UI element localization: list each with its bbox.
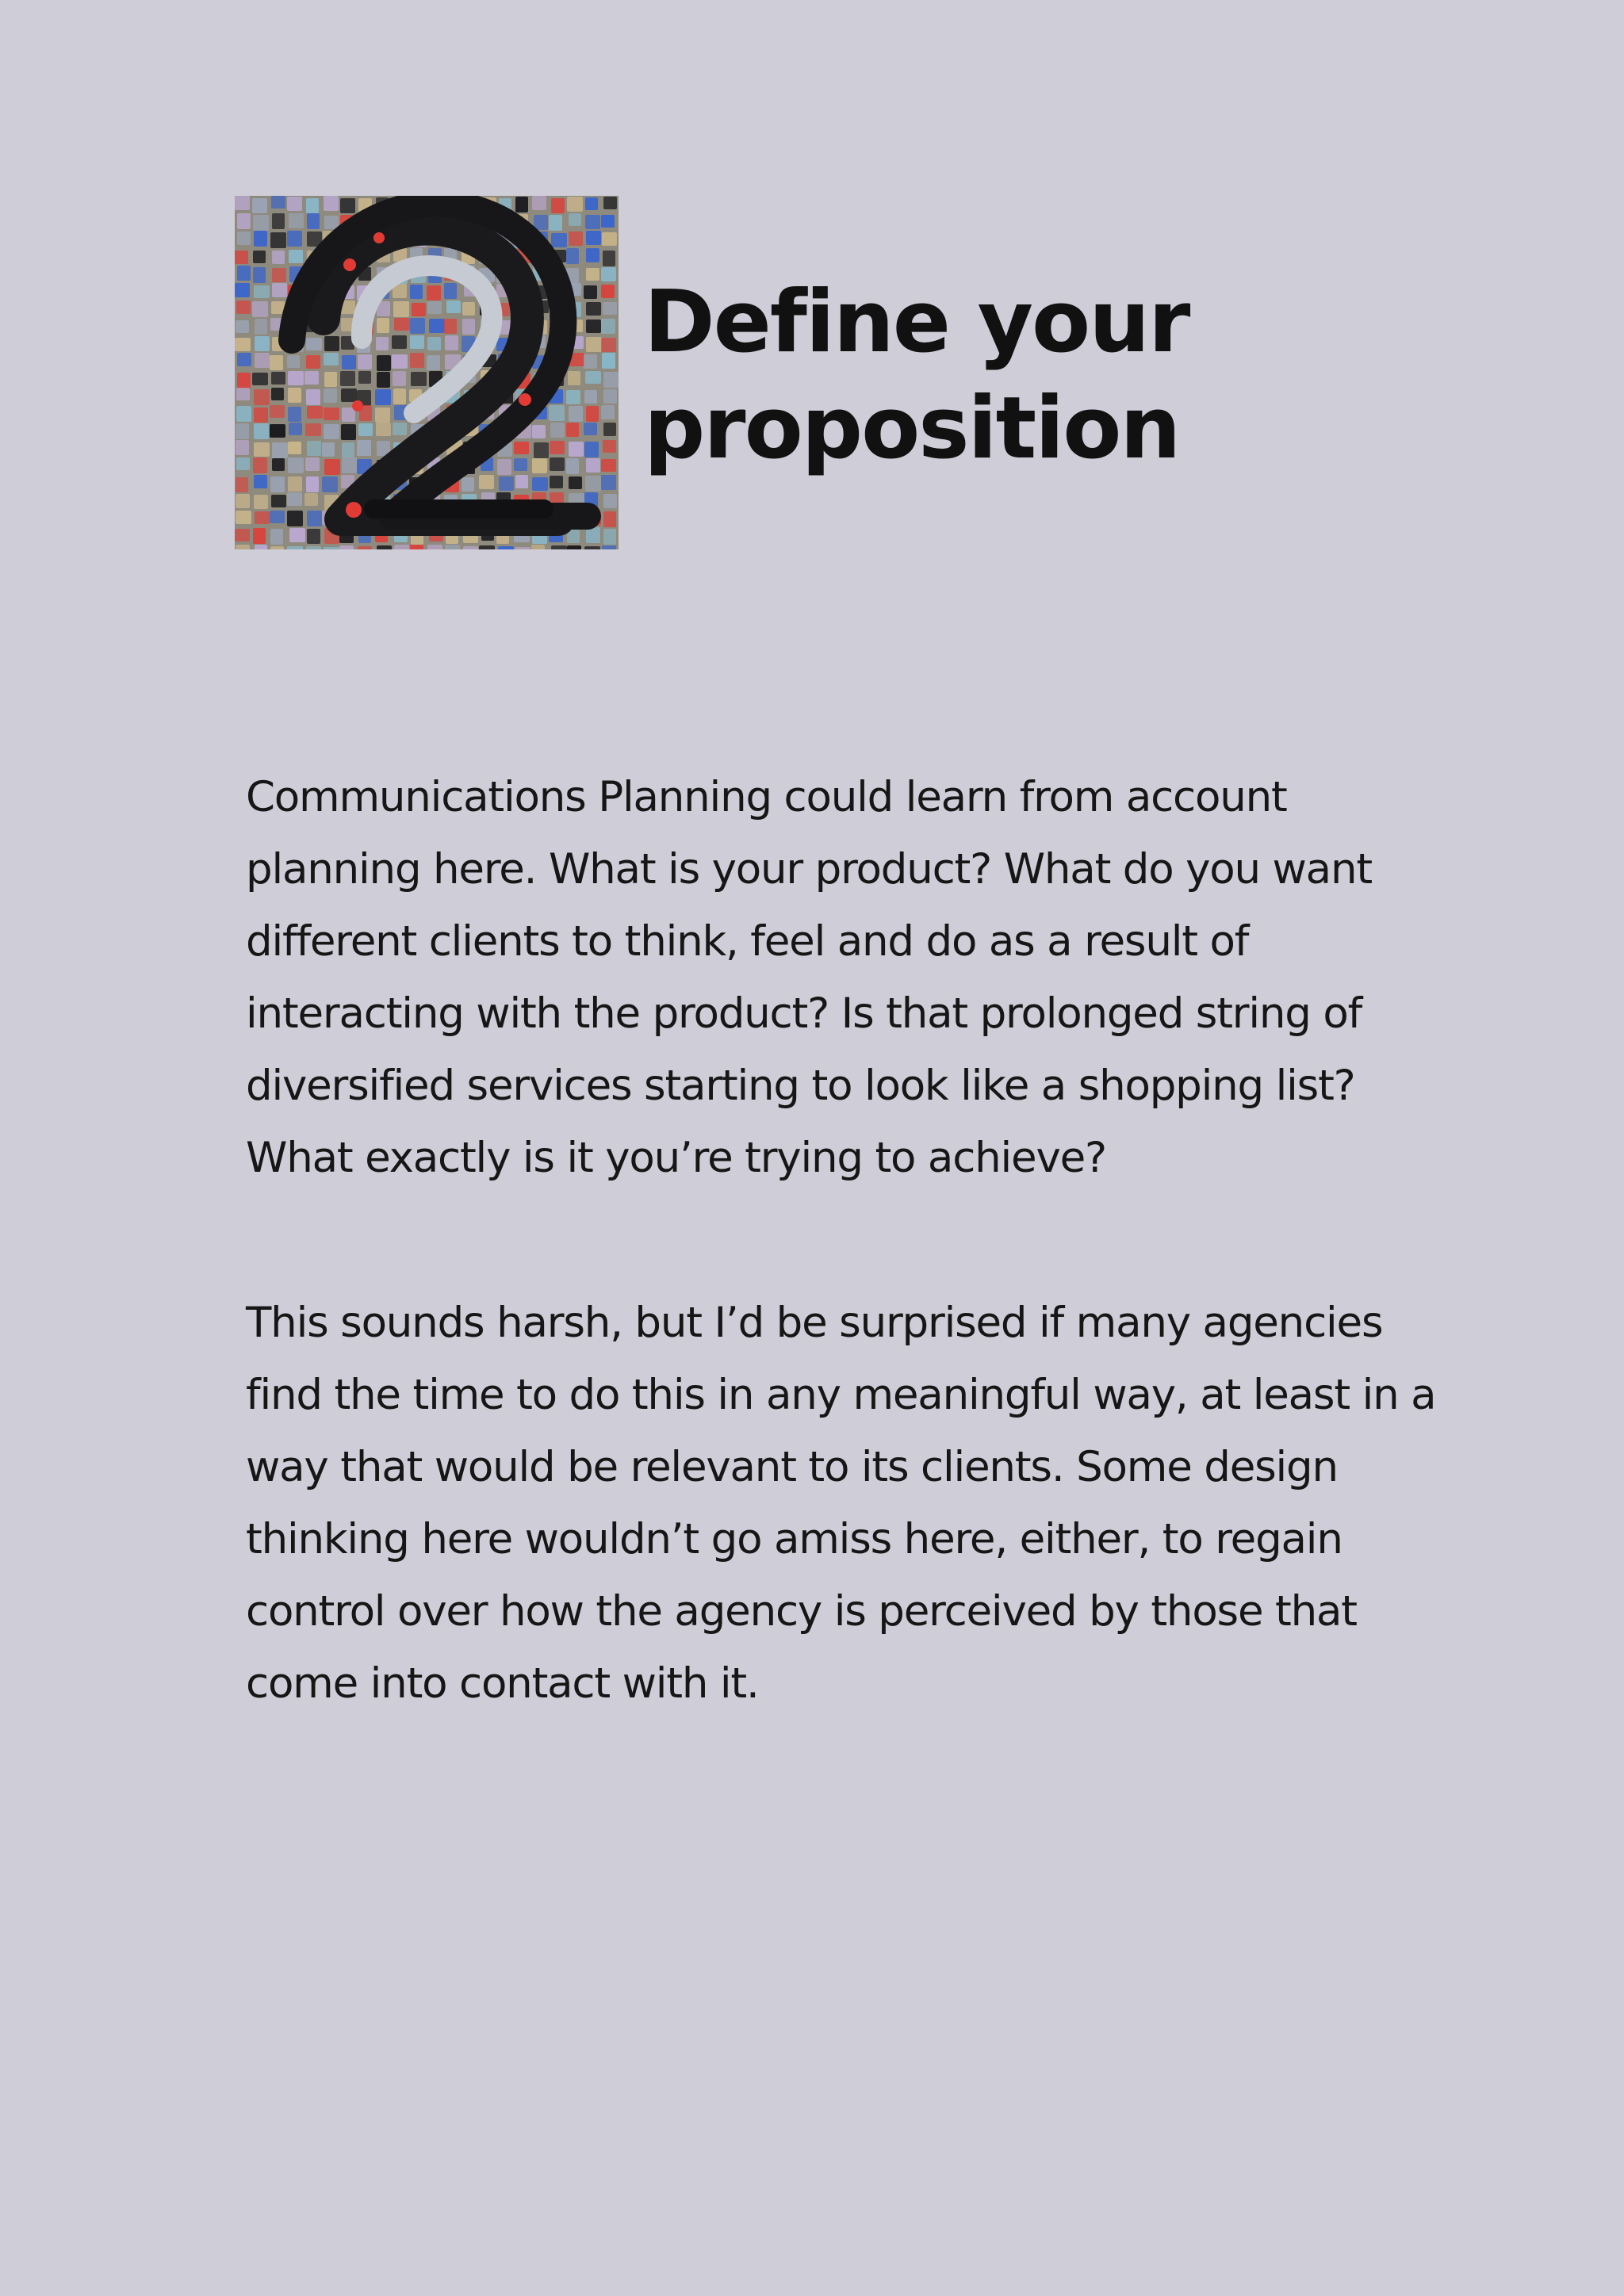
mosaic-tile xyxy=(237,353,251,366)
mosaic-tile xyxy=(287,355,300,368)
mosaic-tile xyxy=(462,319,475,335)
mosaic-tile xyxy=(288,371,304,385)
mosaic-tile xyxy=(444,319,457,334)
mosaic-tile xyxy=(393,371,406,386)
mosaic-tile xyxy=(601,459,616,472)
mosaic-tile xyxy=(305,457,320,471)
mosaic-tile xyxy=(235,338,251,351)
mosaic-tile xyxy=(289,423,302,435)
mosaic-tile xyxy=(515,475,528,488)
mosaic-tile xyxy=(237,213,251,229)
mosaic-tile xyxy=(445,545,460,549)
mosaic-tile xyxy=(515,197,528,212)
mosaic-tile xyxy=(236,406,251,422)
mosaic-tile xyxy=(462,302,475,316)
mosaic-tile xyxy=(324,547,339,549)
mosaic-tile xyxy=(445,335,458,350)
mosaic-tile xyxy=(603,197,617,209)
mosaic-tile xyxy=(479,545,495,549)
mosaic-tile xyxy=(272,283,287,297)
mosaic-tile xyxy=(601,405,615,419)
mosaic-tile xyxy=(324,353,339,365)
mosaic-tile xyxy=(586,302,601,316)
mosaic-tile xyxy=(271,495,286,507)
mosaic-tile xyxy=(602,353,615,369)
mosaic-tile xyxy=(603,494,617,508)
mosaic-tile xyxy=(307,441,321,456)
mosaic-tile xyxy=(603,251,615,266)
mosaic-tile xyxy=(324,196,339,211)
mosaic-tile xyxy=(601,338,616,352)
mosaic-tile xyxy=(236,300,251,314)
mosaic-tile xyxy=(253,215,269,231)
mosaic-tile xyxy=(235,196,250,210)
mosaic-tile xyxy=(601,285,615,298)
mosaic-tile xyxy=(254,495,268,509)
mosaic-tile xyxy=(601,267,616,281)
mosaic-tile xyxy=(602,545,616,549)
mosaic-tile xyxy=(551,233,567,247)
mosaic-tile xyxy=(287,546,303,549)
mosaic-tile xyxy=(287,511,303,526)
mosaic-tile xyxy=(307,213,320,229)
mosaic-tile xyxy=(307,406,323,419)
mosaic-tile xyxy=(393,388,406,404)
mosaic-tile xyxy=(603,423,616,436)
mosaic-tile xyxy=(392,335,407,349)
mosaic-tile xyxy=(584,442,599,457)
mosaic-tile xyxy=(393,301,409,317)
mosaic-tile xyxy=(569,406,583,422)
mosaic-tile xyxy=(569,442,584,457)
mosaic-tile xyxy=(551,198,565,213)
mosaic-tile xyxy=(376,337,389,350)
mosaic-tile xyxy=(236,423,249,439)
mosaic-tile xyxy=(427,285,441,300)
mosaic-tile xyxy=(534,215,548,230)
mosaic-tile xyxy=(585,476,601,492)
mosaic-tile xyxy=(603,529,616,545)
mosaic-tile xyxy=(603,511,616,527)
mosaic-tile xyxy=(235,251,248,264)
mosaic-tile xyxy=(586,458,600,473)
mosaic-tile xyxy=(324,459,340,475)
mosaic-tile xyxy=(534,442,549,458)
mosaic-tile xyxy=(341,424,356,440)
mosaic-tile xyxy=(410,318,425,334)
mosaic-tile xyxy=(339,545,354,549)
mosaic-tile xyxy=(427,337,441,350)
mosaic-tile xyxy=(603,440,616,453)
mosaic-tile xyxy=(270,424,285,438)
mosaic-tile xyxy=(462,477,474,492)
mosaic-tile xyxy=(601,475,616,490)
mosaic-tile xyxy=(601,215,615,228)
mosaic-tile xyxy=(272,268,286,282)
mosaic-tile xyxy=(288,476,302,492)
mosaic-tile xyxy=(254,231,267,247)
mosaic-tile xyxy=(324,408,339,420)
mosaic-tile xyxy=(602,232,617,246)
mosaic-tile xyxy=(255,319,267,335)
mosaic-tile xyxy=(532,477,548,491)
mosaic-tile xyxy=(270,476,285,492)
mosaic-tile xyxy=(272,251,285,264)
mosaic-tile xyxy=(270,232,286,248)
mosaic-tile xyxy=(287,197,302,211)
mosaic-tile xyxy=(584,354,597,369)
mosaic-tile xyxy=(253,457,267,473)
mosaic-tile xyxy=(271,372,285,385)
mosaic-tile xyxy=(272,442,288,458)
mosaic-tile xyxy=(586,268,599,281)
mosaic-tile xyxy=(394,318,410,331)
mosaic-tile xyxy=(271,196,285,209)
mosaic-tile xyxy=(270,529,283,545)
mosaic-tile xyxy=(376,423,391,436)
mosaic-tile xyxy=(324,388,337,403)
mosaic-tile xyxy=(272,213,285,229)
mosaic-tile xyxy=(324,216,339,229)
mosaic-tile xyxy=(569,476,582,489)
mosaic-tile xyxy=(253,251,266,263)
mosaic-tile xyxy=(549,405,565,421)
mosaic-tile xyxy=(340,371,355,386)
mosaic-tile xyxy=(427,301,442,314)
mosaic-tile xyxy=(237,373,251,388)
mosaic-tile xyxy=(307,529,320,544)
mosaic-tile xyxy=(393,423,407,435)
mosaic-tile xyxy=(532,458,547,473)
mosaic-tile xyxy=(551,545,567,549)
mosaic-tile xyxy=(288,388,301,403)
mosaic-tile xyxy=(549,215,562,231)
mosaic-tile xyxy=(550,441,565,454)
mosaic-tile xyxy=(584,423,597,435)
mosaic-tile xyxy=(358,546,372,549)
mosaic-tile xyxy=(603,372,619,388)
mosaic-tile xyxy=(342,442,354,457)
mosaic-tile xyxy=(532,425,546,438)
mosaic-number-2-image xyxy=(235,196,619,549)
mosaic-tile xyxy=(584,390,597,404)
mosaic-tile xyxy=(375,408,390,423)
mosaic-tile xyxy=(532,196,546,210)
mosaic-tile xyxy=(340,198,355,213)
mosaic-tile xyxy=(358,354,372,369)
mosaic-tile xyxy=(236,440,249,455)
mosaic-tile xyxy=(287,231,302,247)
mosaic-tile xyxy=(304,493,318,506)
mosaic-tile xyxy=(305,423,321,436)
mosaic-tile xyxy=(358,371,371,384)
mosaic-tile xyxy=(255,511,270,524)
mosaic-tile xyxy=(586,248,599,262)
mosaic-tile xyxy=(289,213,304,228)
mosaic-tile xyxy=(289,528,305,542)
mosaic-tile xyxy=(377,545,392,549)
mosaic-tile xyxy=(358,423,373,436)
mosaic-tile xyxy=(270,511,285,523)
mosaic-tile xyxy=(515,547,530,549)
mosaic-tile xyxy=(306,198,319,213)
mosaic-tile xyxy=(586,320,601,333)
mosaic-tile xyxy=(550,476,563,488)
mosaic-tile xyxy=(531,545,545,549)
mosaic-tile xyxy=(566,458,579,474)
mosaic-tile xyxy=(288,442,301,454)
mosaic-tile xyxy=(342,408,355,422)
mosaic-tile xyxy=(499,476,514,491)
mosaic-tile xyxy=(324,424,339,439)
mosaic-tile xyxy=(603,389,617,404)
mosaic-tile xyxy=(410,285,423,299)
mosaic-tile xyxy=(567,545,581,549)
mosaic-tile xyxy=(569,213,581,226)
mosaic-tile xyxy=(429,319,445,333)
mosaic-tile xyxy=(427,355,440,370)
mosaic-tile xyxy=(342,457,357,473)
mosaic-tile xyxy=(498,546,514,549)
page-title: Define your proposition xyxy=(644,273,1189,478)
mosaic-tile xyxy=(586,406,599,422)
mosaic-tile xyxy=(252,373,268,385)
mosaic-tile xyxy=(272,458,285,471)
mosaic-tile xyxy=(255,336,270,351)
mosaic-tile xyxy=(237,266,251,281)
mosaic-tile xyxy=(237,232,251,245)
mosaic-tile xyxy=(566,423,579,437)
mosaic-tile xyxy=(566,390,580,404)
mosaic-tile xyxy=(252,198,267,213)
mosaic-tile xyxy=(322,442,335,457)
mosaic-tile xyxy=(324,372,337,387)
mosaic-tile xyxy=(306,389,320,405)
mosaic-tile xyxy=(236,388,250,400)
mosaic-tile xyxy=(375,389,391,405)
mosaic-tile xyxy=(377,355,391,371)
mosaic-tile xyxy=(235,529,250,541)
mosaic-tile xyxy=(550,423,565,438)
mosaic-tile xyxy=(497,459,511,475)
mosaic-tile xyxy=(236,511,251,524)
mosaic-tile xyxy=(567,197,583,212)
mosaic-tile xyxy=(304,371,319,385)
mosaic-tile xyxy=(585,371,601,384)
mosaic-tile xyxy=(254,475,267,488)
mosaic-tile xyxy=(254,389,270,405)
mosaic-tile xyxy=(427,545,442,549)
mosaic-tile xyxy=(357,440,371,456)
mosaic-tile xyxy=(255,353,270,368)
mosaic-tile xyxy=(412,303,426,316)
mosaic-tile xyxy=(444,283,457,299)
mosaic-tile xyxy=(410,353,424,368)
mosaic-tile xyxy=(410,335,424,349)
mosaic-tile xyxy=(253,528,266,544)
mosaic-tile xyxy=(601,319,615,334)
mosaic-tile xyxy=(254,423,269,439)
mosaic-tile xyxy=(585,215,600,229)
mosaic-tile xyxy=(289,250,303,263)
mosaic-tile xyxy=(446,300,461,313)
mosaic-tile xyxy=(586,231,601,245)
mosaic-tile xyxy=(585,197,598,210)
mosaic-tile xyxy=(270,546,284,549)
mosaic-tile xyxy=(586,337,602,352)
mosaic-tile xyxy=(584,285,597,299)
mosaic-tile xyxy=(603,302,617,315)
mosaic-tile xyxy=(270,405,285,418)
mosaic-tile xyxy=(306,355,320,369)
mosaic-tile xyxy=(411,372,427,386)
mosaic-tile xyxy=(377,318,389,333)
mosaic-tile xyxy=(236,320,249,333)
mosaic-tile xyxy=(287,492,302,506)
mosaic-tile xyxy=(236,545,250,549)
mosaic-tile xyxy=(342,355,356,369)
mosaic-tile xyxy=(253,267,266,283)
body-paragraph-1: Communications Planning could learn from account planning here. What is your product? What do you want different clients to think, feel and do as a result of interacting with the product? Is that prolonged string of diversified services starting to look like a shopping list? What exactly is it you’re trying to achieve? xyxy=(246,773,1372,1182)
mosaic-tile xyxy=(514,442,529,454)
mosaic-tile xyxy=(306,546,321,549)
mosaic-svg xyxy=(235,196,619,549)
mosaic-tile xyxy=(550,457,565,471)
mosaic-tile xyxy=(463,546,478,549)
mosaic-tile xyxy=(322,476,338,492)
mosaic-tile xyxy=(236,477,248,492)
mosaic-tile xyxy=(235,283,250,297)
mosaic-tile xyxy=(377,372,390,388)
mosaic-tile xyxy=(392,354,408,369)
mosaic-tile xyxy=(568,371,580,385)
mosaic-tile xyxy=(255,545,267,549)
mosaic-tile xyxy=(236,457,250,470)
mosaic-tile xyxy=(584,546,600,549)
mosaic-tile xyxy=(271,388,284,400)
mosaic-tile xyxy=(236,494,250,508)
mosaic-tile xyxy=(270,355,283,370)
mosaic-tile xyxy=(479,475,494,489)
mosaic-tile xyxy=(394,545,409,549)
mosaic-tile xyxy=(254,408,268,423)
mosaic-tile xyxy=(307,511,322,526)
mosaic-tile xyxy=(514,458,527,471)
mosaic-tile xyxy=(306,476,319,492)
mosaic-tile xyxy=(341,388,357,402)
body-paragraph-2: This sounds harsh, but I’d be surprised if many agencies find the time to do this in any meaningful way, at least in a way that would be relevant to its clients. Some design thinking here wouldn’t go amiss here, either, to regain control over how the agency is perceived by those that come into contact with it. xyxy=(246,1299,1436,1708)
mosaic-tile xyxy=(254,285,270,298)
mosaic-tile xyxy=(254,442,270,457)
mosaic-tile xyxy=(288,407,301,422)
mosaic-tile xyxy=(252,301,268,317)
mosaic-tile xyxy=(569,232,583,246)
mosaic-tile xyxy=(324,336,339,351)
mosaic-tile xyxy=(306,338,322,350)
mosaic-tile xyxy=(410,545,423,549)
mosaic-tile xyxy=(288,457,304,473)
mosaic-tile xyxy=(586,527,600,543)
mosaic-tile xyxy=(566,248,579,264)
